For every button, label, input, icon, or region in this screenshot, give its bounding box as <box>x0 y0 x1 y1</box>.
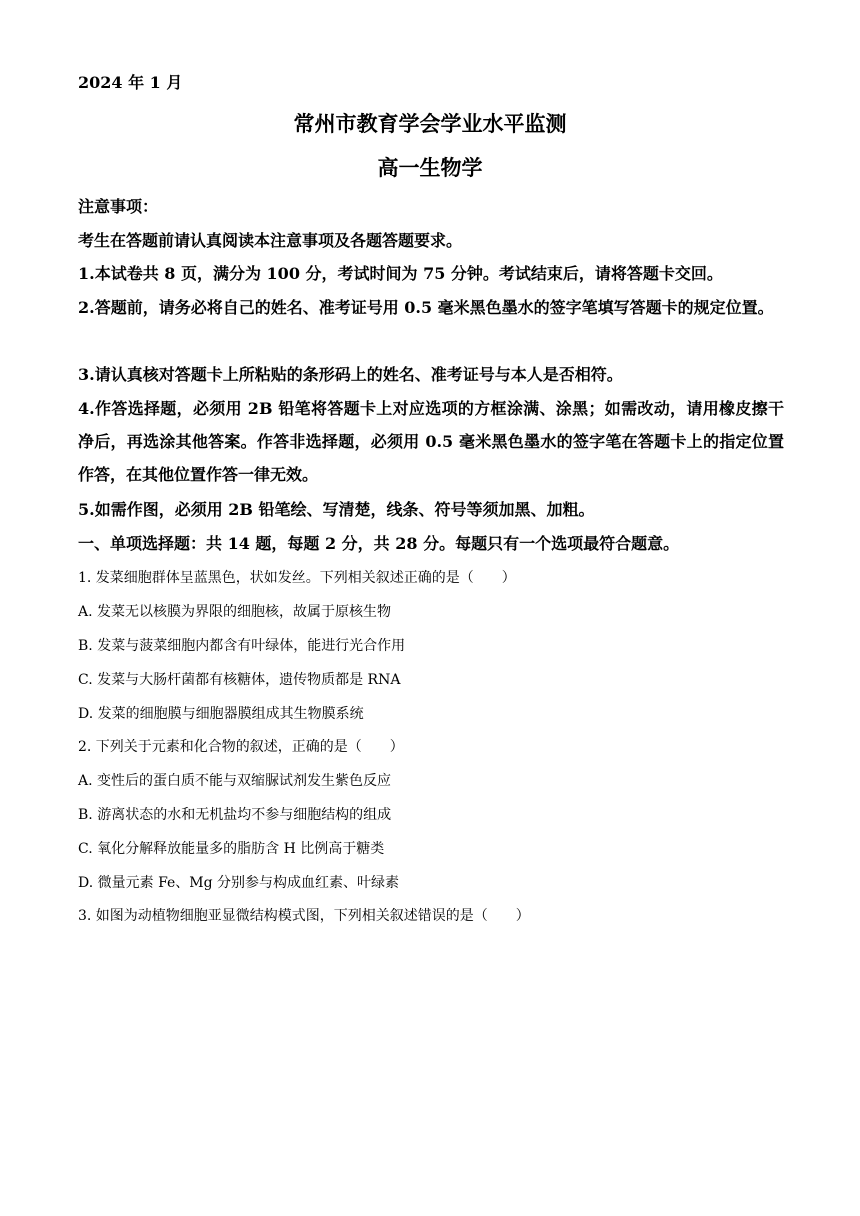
notice-item-2: 2.答题前，请务必将自己的姓名、准考证号用 0.5 毫米黑色墨水的签字笔填写答题卡的规定位置。 <box>78 298 774 317</box>
question-1-stem: 1. 发菜细胞群体呈蓝黑色，状如发丝。下列相关叙述正确的是（ ） <box>78 570 516 586</box>
question-2-stem: 2. 下列关于元素和化合物的叙述，正确的是（ ） <box>78 739 404 755</box>
exam-title: 常州市教育学会学业水平监测 <box>293 111 567 136</box>
question-1-option-a: A. 发菜无以核膜为界限的细胞核，故属于原核生物 <box>78 604 392 620</box>
notice-item-1: 1.本试卷共 8 页，满分为 100 分，考试时间为 75 分钟。考试结束后，请将答题卡交回。 <box>78 264 723 283</box>
notice-item-3: 3.请认真核对答题卡上所粘贴的条形码上的姓名、准考证号与本人是否相符。 <box>78 365 623 384</box>
notice-heading: 注意事项： <box>78 197 159 216</box>
notice-intro: 考生在答题前请认真阅读本注意事项及各题答题要求。 <box>78 231 463 250</box>
notice-item-4: 4.作答选择题，必须用 2B 铅笔将答题卡上对应选项的方框涂满、涂黑；如需改动，请用橡皮擦干净后，再选涂其他答案。作答非选择题，必须用 0.5 毫米黑色墨水的签字笔在答题卡上的指定位置作答，在其他位置作答一律无效。 <box>78 399 784 484</box>
question-3-stem: 3. 如图为动植物细胞亚显微结构模式图，下列相关叙述错误的是（ ） <box>78 908 530 924</box>
question-1-option-d: D. 发菜的细胞膜与细胞器膜组成其生物膜系统 <box>78 706 364 722</box>
exam-subtitle: 高一生物学 <box>377 155 483 180</box>
question-2-option-b: B. 游离状态的水和无机盐均不参与细胞结构的组成 <box>78 807 392 823</box>
notice-item-5: 5.如需作图，必须用 2B 铅笔绘、写清楚，线条、符号等须加黑、加粗。 <box>78 500 595 519</box>
exam-date: 2024 年 1 月 <box>78 73 183 92</box>
section-heading: 一、单项选择题：共 14 题，每题 2 分，共 28 分。每题只有一个选项最符合题意。 <box>78 534 680 553</box>
question-1-option-b: B. 发菜与菠菜细胞内都含有叶绿体，能进行光合作用 <box>78 638 406 654</box>
question-2-option-d: D. 微量元素 Fe、Mg 分别参与构成血红素、叶绿素 <box>78 875 400 891</box>
question-2-option-c: C. 氧化分解释放能量多的脂肪含 H 比例高于糖类 <box>78 841 385 857</box>
question-2-option-a: A. 变性后的蛋白质不能与双缩脲试剂发生紫色反应 <box>78 773 392 789</box>
question-1-option-c: C. 发菜与大肠杆菌都有核糖体，遗传物质都是 RNA <box>78 672 401 688</box>
